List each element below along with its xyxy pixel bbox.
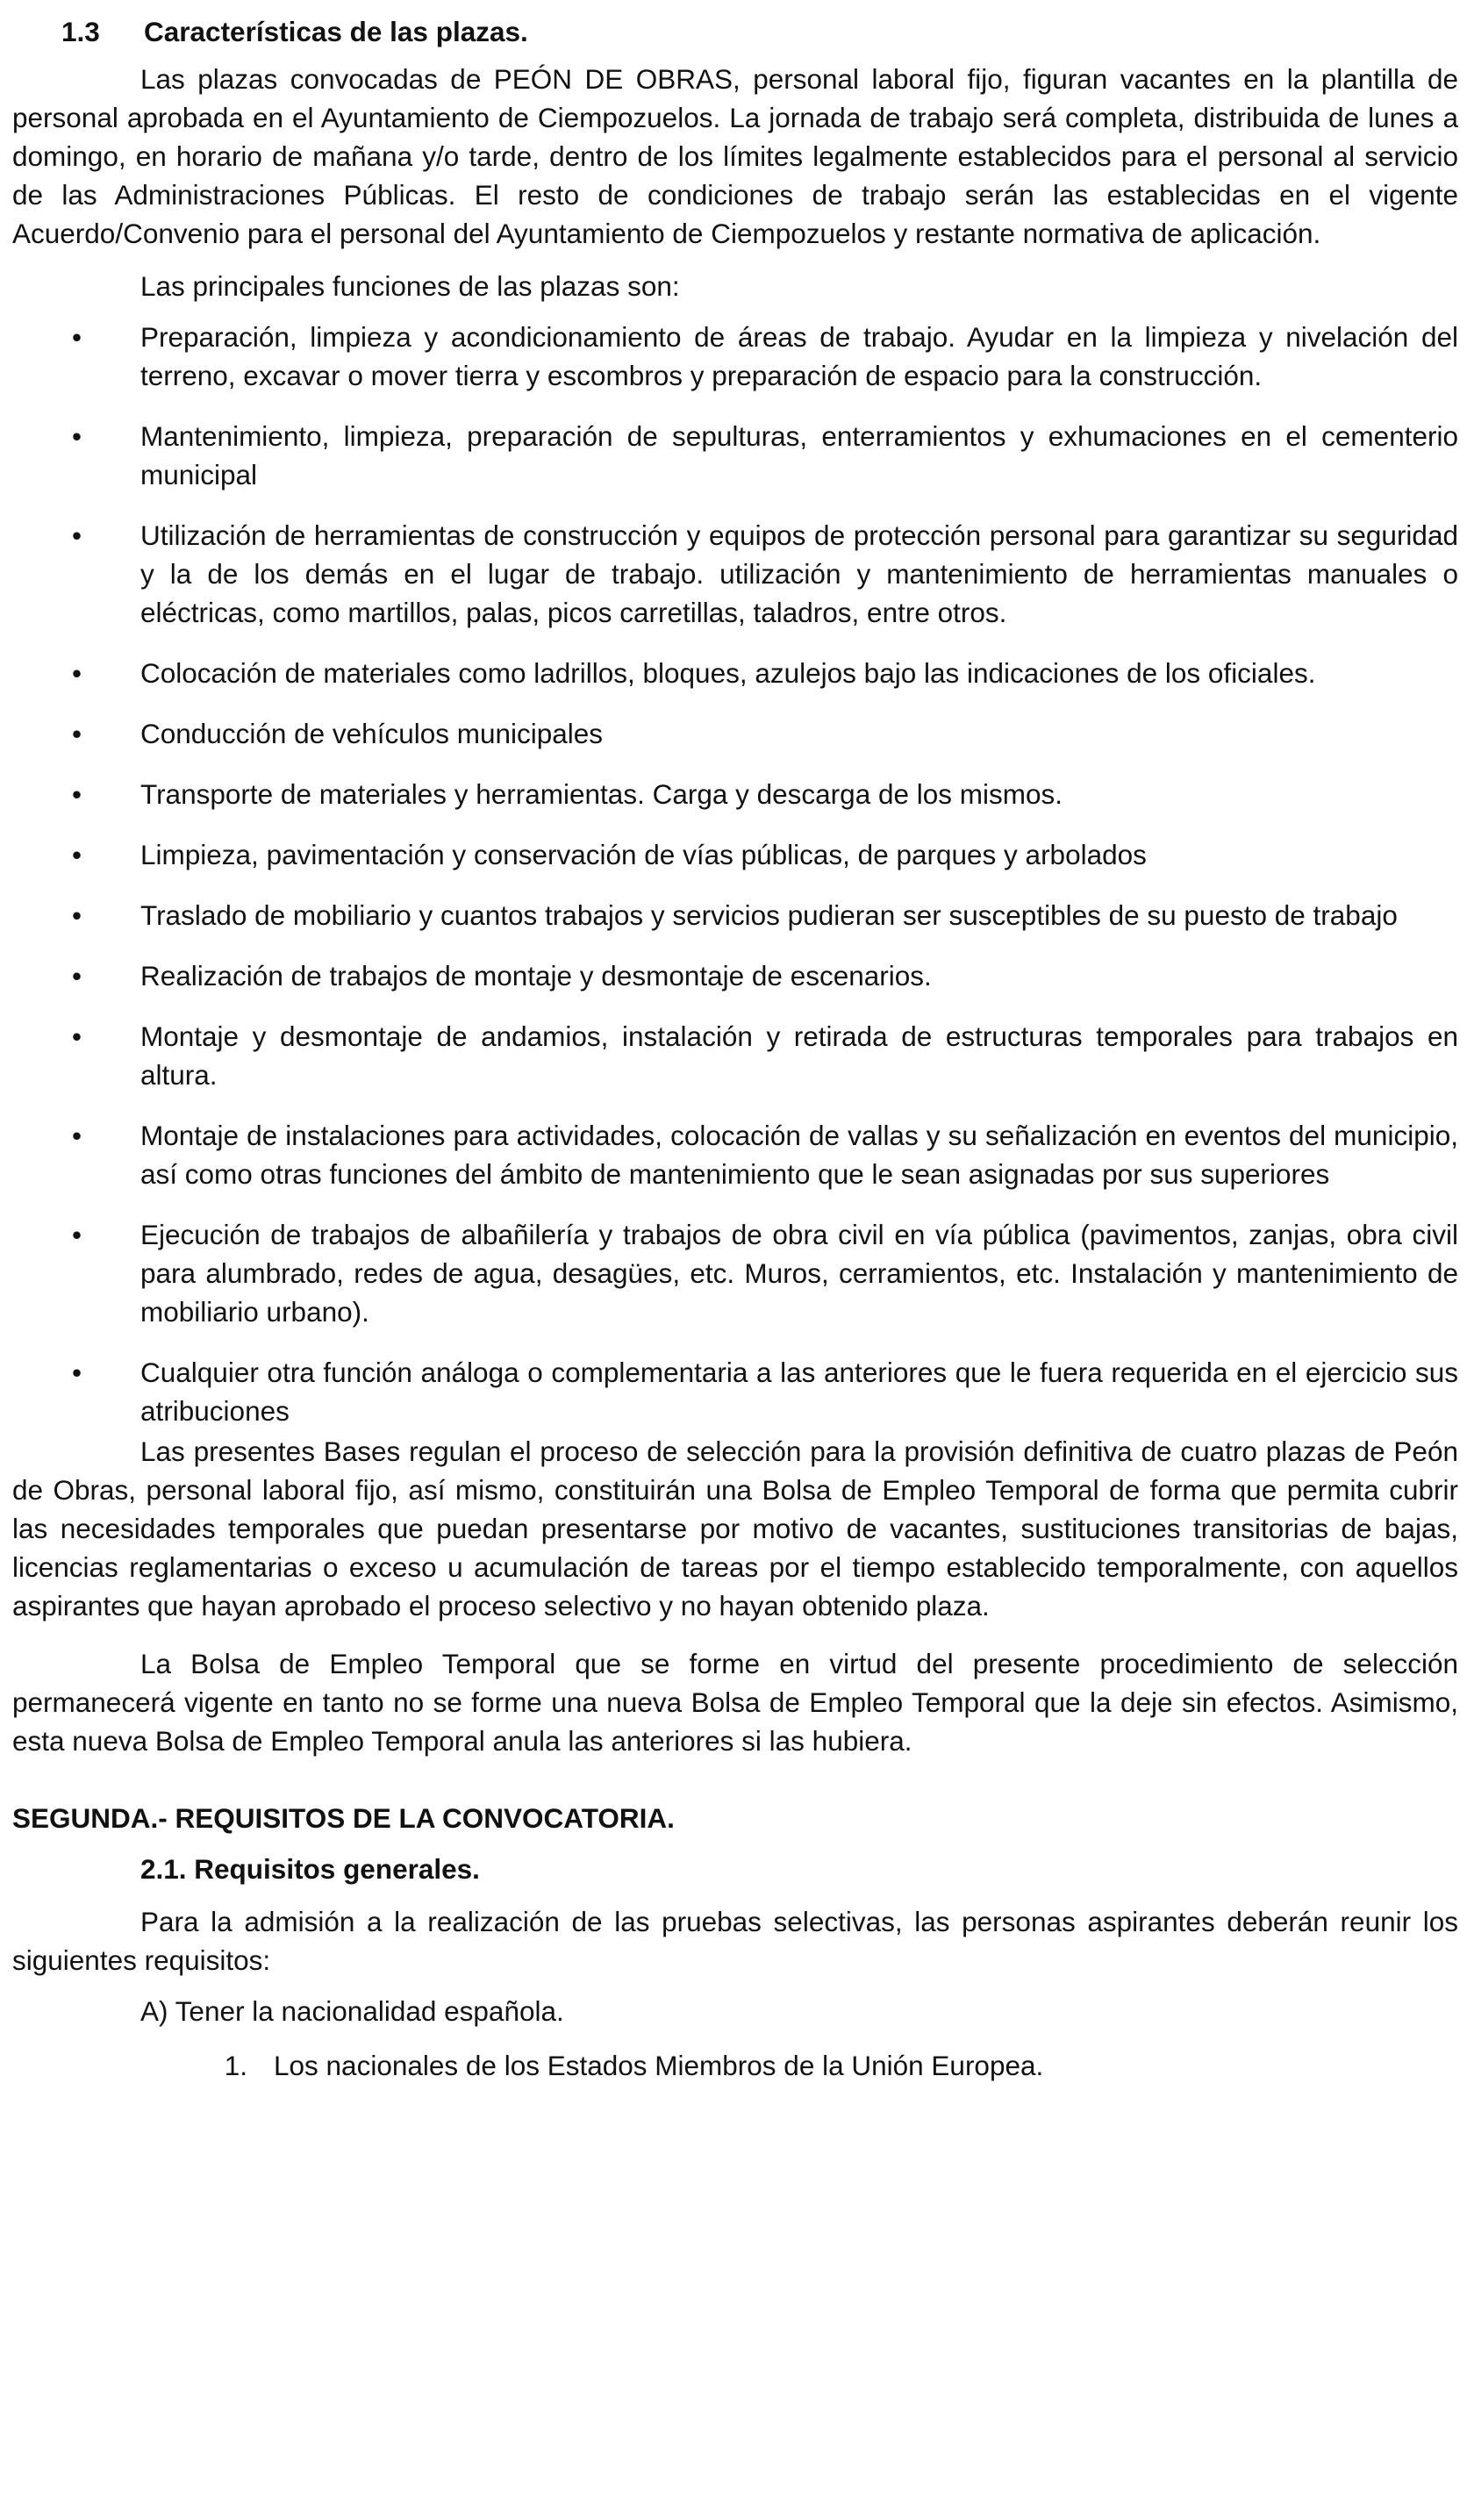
bullet-icon: • [72,839,82,870]
bullet-icon: • [72,1357,82,1388]
bullet-icon: • [72,1120,82,1151]
list-item [12,1353,1458,1430]
section-number: 1.3 [61,16,100,47]
list-item [12,896,1458,934]
list-item-text: Colocación de materiales como ladrillos, bloques, azulejos bajo las indicaciones de los oficiales. [140,657,1316,689]
functions-list [12,318,1458,1430]
subsection-2-1-heading: 2.1. Requisitos generales. [140,1853,480,1885]
list-item-text: Montaje y desmontaje de andamios, instalación y retirada de estructuras temporales para trabajos en altura. [140,1020,1458,1091]
list-item-text: Ejecución de trabajos de albañilería y trabajos de obra civil en vía pública (pavimentos, zanjas, obra civil para alumbrado, redes de agua, desagües, etc. Muros, cerramientos, etc. Instalación y mantenimiento de mobiliario urbano). [140,1219,1458,1328]
requisitos-intro-paragraph: Para la admisión a la realización de las pruebas selectivas, las personas aspirantes deberán reunir los siguientes requisitos: [12,1906,1458,1976]
bullet-icon: • [72,1219,82,1250]
list-item [12,1116,1458,1193]
list-item [12,654,1458,692]
list-item [12,1215,1458,1331]
section-1-3-heading [12,12,1458,51]
list-item-text: Cualquier otra función análoga o complementaria a las anteriores que le fuera requerida en el ejercicio sus atribuciones [140,1357,1458,1427]
numbered-item-number: 1. [224,2050,247,2081]
list-item-text: Conducción de vehículos municipales [140,718,604,749]
bullet-icon: • [72,321,82,353]
list-item [12,835,1458,874]
bullet-icon: • [72,1020,82,1052]
list-item [12,318,1458,395]
list-item [12,1017,1458,1094]
section-title: Características de las plazas. [144,16,528,47]
bullet-icon: • [72,718,82,749]
bullet-icon: • [72,778,82,810]
numbered-item-text: Los nacionales de los Estados Miembros de la Unión Europea. [274,2050,1044,2081]
functions-lead-text: Las principales funciones de las plazas son: [140,270,680,302]
plazas-intro-paragraph: Las plazas convocadas de PEÓN DE OBRAS, personal laboral fijo, figuran vacantes en la plantilla de personal aprobada en el Ayuntamiento de Ciempozuelos. La jornada de trabajo será completa, distribuida de lunes a domingo, en horario de mañana y/o tarde, dentro de los límites legalmente establecidos para el personal al servicio de las Administraciones Públicas. El resto de condiciones de trabajo serán las establecidas en el vigente Acuerdo/Convenio para el personal del Ayuntamiento de Ciempozuelos y restante normativa de aplicación. [12,63,1458,249]
list-item [12,714,1458,753]
list-item-text: Realización de trabajos de montaje y desmontaje de escenarios. [140,960,932,992]
list-item-text: Montaje de instalaciones para actividades, colocación de vallas y su señalización en eventos del municipio, así como otras funciones del ámbito de mantenimiento que le sean asignadas por sus superiores [140,1120,1458,1190]
bases-paragraph: Las presentes Bases regulan el proceso de selección para la provisión definitiva de cuatro plazas de Peón de Obras, personal laboral fijo, así mismo, constituirán una Bolsa de Empleo Temporal de forma que permita cubrir las necesidades temporales que puedan presentarse por motivo de vacantes, sustituciones transitorias de bajas, licencias reglamentarias o exceso u acumulación de tareas por el tiempo establecido temporalmente, con aquellos aspirantes que hayan aprobado el proceso selectivo y no hayan obtenido plaza. [12,1435,1458,1622]
list-item [12,956,1458,995]
list-item [12,775,1458,813]
numbered-item [12,2046,1458,2085]
bullet-icon: • [72,519,82,551]
bullet-icon: • [72,899,82,931]
list-item-text: Limpieza, pavimentación y conservación de vías públicas, de parques y arbolados [140,839,1147,870]
list-item-text: Mantenimiento, limpieza, preparación de sepulturas, enterramientos y exhumaciones en el cementerio municipal [140,420,1458,490]
requirement-a: A) Tener la nacionalidad española. [140,1995,564,2027]
bolsa-paragraph: La Bolsa de Empleo Temporal que se forme en virtud del presente procedimiento de selección permanecerá vigente en tanto no se forme una nueva Bolsa de Empleo Temporal que la deje sin efectos. Asimismo, esta nueva Bolsa de Empleo Temporal anula las anteriores si las hubiera. [12,1648,1458,1757]
list-item [12,516,1458,632]
bullet-icon: • [72,960,82,992]
list-item-text: Transporte de materiales y herramientas. Carga y descarga de los mismos. [140,778,1063,810]
bullet-icon: • [72,657,82,689]
list-item-text: Traslado de mobiliario y cuantos trabajos y servicios pudieran ser susceptibles de su puesto de trabajo [140,899,1398,931]
list-item-text: Preparación, limpieza y acondicionamiento de áreas de trabajo. Ayudar en la limpieza y nivelación del terreno, excavar o mover tierra y escombros y preparación de espacio para la construcción. [140,321,1458,391]
list-item-text: Utilización de herramientas de construcción y equipos de protección personal para garantizar su seguridad y la de los demás en el lugar de trabajo. utilización y mantenimiento de herramientas manuales o eléctricas, como martillos, palas, picos carretillas, taladros, entre otros. [140,519,1458,628]
section-2-heading: SEGUNDA.- REQUISITOS DE LA CONVOCATORIA. [12,1802,675,1834]
list-item [12,417,1458,494]
bullet-icon: • [72,420,82,452]
